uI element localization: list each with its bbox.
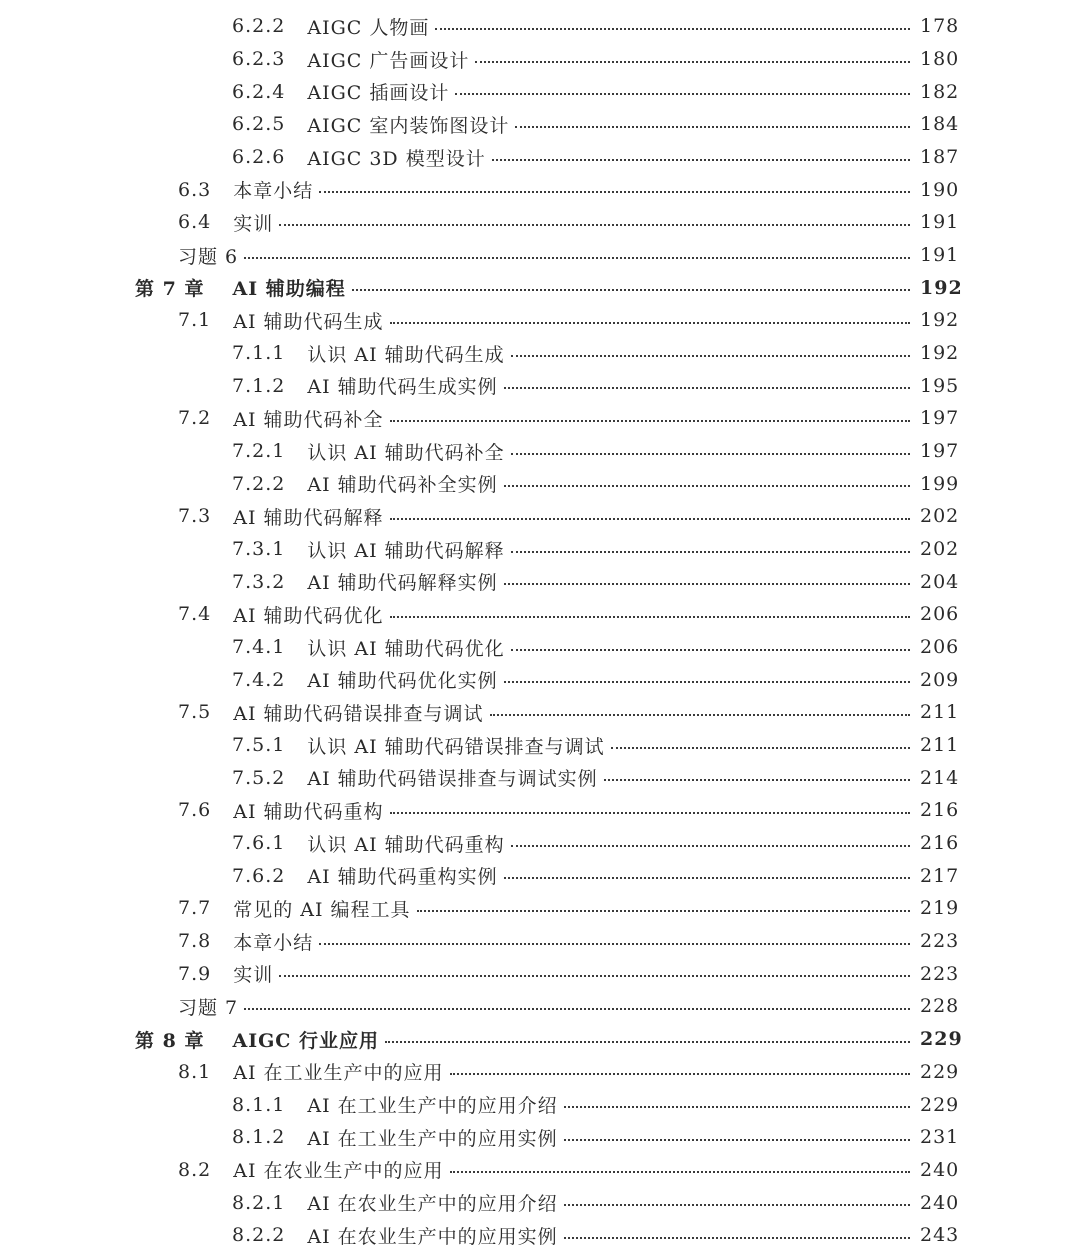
dot-leader: [455, 92, 910, 95]
toc-entry-number: 7.2.1: [232, 440, 286, 463]
toc-entry-page-number: 211: [920, 734, 960, 757]
toc-entry-page-number: 231: [920, 1126, 960, 1149]
toc-entry-title: 认识 AI 辅助代码补全: [307, 441, 505, 464]
toc-entry-page-number: 211: [920, 701, 960, 724]
toc-entry-sub: [0, 1186, 1080, 1219]
toc-entry-title: AI 在农业生产中的应用介绍: [307, 1193, 558, 1216]
toc-entry-number: 7.3: [178, 505, 212, 528]
toc-entry-page-number: 204: [920, 570, 960, 593]
toc-entry-sub: [0, 533, 1080, 566]
toc-entry-number: 6.3: [178, 178, 212, 201]
dot-leader: [390, 615, 911, 618]
toc-entry-number: 第 8 章: [135, 1029, 205, 1052]
toc-entry-page-number: 197: [920, 440, 960, 463]
dot-leader: [352, 288, 910, 291]
toc-entry-page-number: 214: [920, 766, 960, 789]
toc-entry-title: 认识 AI 辅助代码生成: [307, 343, 505, 366]
toc-entry-title: 本章小结: [233, 931, 314, 954]
toc-entry-number: 8.2.1: [232, 1191, 286, 1214]
toc-entry-number: 6.2.2: [232, 15, 286, 38]
toc-entry-page-number: 192: [920, 342, 960, 365]
toc-entry-page-number: 191: [920, 211, 960, 234]
toc-entry-page-number: 240: [920, 1158, 960, 1181]
toc-entry-section: [0, 696, 1080, 729]
toc-entry-number: 8.1.2: [232, 1126, 286, 1149]
toc-entry-exercise: [0, 990, 1080, 1023]
toc-entry-number: 7.9: [178, 962, 212, 985]
toc-entry-page-number: 216: [920, 799, 960, 822]
toc-entry-sub: [0, 827, 1080, 860]
toc-entry-sub: [0, 141, 1080, 174]
toc-entry-title: 认识 AI 辅助代码重构: [307, 833, 505, 856]
toc-entry-title: AI 辅助代码生成: [233, 310, 384, 333]
dot-leader: [492, 158, 910, 161]
dot-leader: [319, 942, 910, 945]
toc-entry-page-number: 229: [920, 1028, 963, 1051]
dot-leader: [564, 1236, 910, 1239]
dot-leader: [511, 648, 910, 651]
dot-leader: [390, 811, 911, 814]
toc-entry-title: 本章小结: [233, 180, 314, 203]
dot-leader: [244, 1007, 910, 1010]
dot-leader: [279, 974, 910, 977]
toc-entry-sub: [0, 43, 1080, 76]
toc-entry-section: [0, 957, 1080, 990]
toc-entry-title: AI 辅助编程: [232, 278, 346, 301]
toc-entry-number: 第 7 章: [135, 278, 205, 301]
toc-entry-section: [0, 794, 1080, 827]
toc-entry-number: 7.5.1: [232, 734, 286, 757]
toc-entry-page-number: 178: [920, 15, 960, 38]
toc-entry-section: [0, 500, 1080, 533]
dot-leader: [475, 60, 910, 63]
toc-entry-section: [0, 173, 1080, 206]
toc-entry-number: 6.2.5: [232, 113, 286, 136]
toc-entry-section: [0, 925, 1080, 958]
dot-leader: [511, 550, 910, 553]
toc-entry-title: AI 辅助代码重构: [233, 800, 384, 823]
toc-entry-number: 7.1.1: [232, 342, 286, 365]
toc-entry-number: 7.1.2: [232, 374, 286, 397]
toc-entry-number: 7.8: [178, 930, 212, 953]
toc-entry-page-number: 209: [920, 668, 960, 691]
toc-entry-number: 6.2.4: [232, 80, 286, 103]
toc-entry-page-number: 219: [920, 897, 960, 920]
toc-entry-page-number: 195: [920, 374, 960, 397]
dot-leader: [390, 517, 911, 520]
toc-entry-number: 6.2.6: [232, 146, 286, 169]
dot-leader: [450, 1072, 911, 1075]
toc-entry-title: AI 辅助代码重构实例: [307, 866, 498, 889]
dot-leader: [504, 680, 910, 683]
toc-entry-title: AIGC 人物画: [307, 16, 430, 39]
toc-entry-title: 习题 7: [178, 996, 239, 1019]
toc-entry-sub: [0, 75, 1080, 108]
toc-entry-sub: [0, 565, 1080, 598]
toc-entry-sub: [0, 369, 1080, 402]
toc-entry-title: AI 辅助代码解释: [233, 506, 384, 529]
dot-leader: [504, 582, 910, 585]
toc-entry-page-number: 192: [920, 309, 960, 332]
toc-entry-number: 7.6: [178, 799, 212, 822]
toc-entry-exercise: [0, 239, 1080, 272]
toc-entry-title: 习题 6: [178, 245, 239, 268]
toc-entry-page-number: 192: [920, 276, 963, 299]
toc-entry-chapter: [0, 1023, 1080, 1056]
toc-entry-title: AI 辅助代码优化: [233, 604, 384, 627]
dot-leader: [564, 1203, 910, 1206]
toc-entry-page-number: 180: [920, 48, 960, 70]
toc-entry-title: AI 在工业生产中的应用实例: [307, 1127, 558, 1150]
toc-entry-page-number: 228: [920, 995, 960, 1018]
toc-entry-sub: [0, 1088, 1080, 1121]
toc-entry-page-number: 216: [920, 832, 960, 855]
toc-entry-page-number: 190: [920, 178, 960, 201]
dot-leader: [450, 1170, 911, 1173]
toc-entry-title: AI 辅助代码补全实例: [307, 474, 498, 497]
toc-entry-number: 7.3.1: [232, 538, 286, 561]
toc-entry-sub: [0, 1219, 1080, 1252]
toc-entry-title: AI 在农业生产中的应用: [233, 1160, 444, 1183]
dot-leader: [390, 419, 911, 422]
toc-entry-page-number: 206: [920, 636, 960, 659]
toc-entry-title: AI 辅助代码错误排查与调试实例: [307, 768, 598, 791]
toc-entry-title: 常见的 AI 编程工具: [233, 898, 411, 921]
toc-entry-title: 实训: [233, 212, 274, 235]
toc-entry-number: 6.4: [178, 211, 212, 234]
toc-entry-sub: [0, 761, 1080, 794]
toc-entry-number: 7.1: [178, 309, 212, 332]
toc-entry-number: 7.5: [178, 701, 212, 724]
toc-entry-number: 6.2.3: [232, 48, 286, 70]
dot-leader: [515, 125, 910, 128]
toc-entry-sub: [0, 467, 1080, 500]
dot-leader: [504, 386, 910, 389]
toc-entry-page-number: 229: [920, 1093, 960, 1116]
toc-entry-sub: [0, 337, 1080, 370]
toc-entry-sub: [0, 10, 1080, 43]
toc-entry-title: 实训: [233, 964, 274, 987]
toc-entry-title: AI 在工业生产中的应用: [233, 1062, 444, 1085]
toc-entry-section: [0, 1154, 1080, 1187]
toc-entry-number: 7.6.1: [232, 832, 286, 855]
dot-leader: [611, 746, 910, 749]
toc-entry-page-number: 197: [920, 407, 960, 430]
dot-leader: [511, 844, 910, 847]
toc-entry-page-number: 240: [920, 1191, 960, 1214]
toc-entry-number: 7.4: [178, 603, 212, 626]
toc-entry-title: AI 辅助代码解释实例: [307, 572, 498, 595]
toc-entry-section: [0, 402, 1080, 435]
toc-entry-title: AIGC 室内装饰图设计: [307, 114, 510, 137]
toc-entry-number: 7.4.2: [232, 668, 286, 691]
toc-entry-section: [0, 598, 1080, 631]
toc-entry-title: AI 辅助代码生成实例: [307, 376, 498, 399]
toc-entry-page-number: 229: [920, 1060, 960, 1083]
toc-entry-number: 8.1.1: [232, 1093, 286, 1116]
toc-entry-page-number: 217: [920, 864, 960, 887]
toc-entry-section: [0, 206, 1080, 239]
toc-entry-number: 7.6.2: [232, 864, 286, 887]
toc-entry-title: AIGC 广告画设计: [307, 49, 470, 72]
toc-entry-number: 8.2: [178, 1158, 212, 1181]
toc-entry-number: 7.2.2: [232, 472, 286, 495]
dot-leader: [564, 1105, 910, 1108]
toc-entry-page-number: 223: [920, 962, 960, 985]
dot-leader: [319, 190, 910, 193]
toc-entry-number: 8.1: [178, 1060, 212, 1083]
toc-entry-chapter: [0, 271, 1080, 304]
toc-entry-title: AIGC 插画设计: [307, 82, 450, 105]
toc-entry-sub: [0, 729, 1080, 762]
toc-entry-section: [0, 1056, 1080, 1089]
toc-entry-page-number: 199: [920, 472, 960, 495]
toc-entry-number: 8.2.2: [232, 1224, 286, 1247]
toc-entry-number: 7.5.2: [232, 766, 286, 789]
dot-leader: [504, 484, 910, 487]
toc-entry-page-number: 202: [920, 505, 960, 528]
toc-entry-section: [0, 304, 1080, 337]
toc-entry-page-number: 182: [920, 80, 960, 103]
dot-leader: [435, 27, 910, 30]
toc-entry-sub: [0, 859, 1080, 892]
dot-leader: [385, 1040, 910, 1043]
dot-leader: [504, 876, 910, 879]
toc-entry-sub: [0, 631, 1080, 664]
toc-entry-section: [0, 892, 1080, 925]
dot-leader: [490, 713, 911, 716]
toc-entry-page-number: 187: [920, 146, 960, 169]
dot-leader: [390, 321, 911, 324]
toc-entry-number: 7.2: [178, 407, 212, 430]
toc-entry-number: 7.3.2: [232, 570, 286, 593]
toc-entry-title: AI 辅助代码错误排查与调试: [233, 702, 484, 725]
toc-entry-title: AIGC 行业应用: [232, 1029, 380, 1052]
toc-entry-sub: [0, 1121, 1080, 1154]
toc-entry-sub: [0, 108, 1080, 141]
toc-entry-title: 认识 AI 辅助代码错误排查与调试: [307, 735, 605, 758]
toc-entry-page-number: 202: [920, 538, 960, 561]
toc-entry-page-number: 191: [920, 244, 960, 267]
dot-leader: [511, 354, 910, 357]
toc-entry-page-number: 184: [920, 113, 960, 136]
toc-entry-title: AIGC 3D 模型设计: [307, 147, 486, 170]
toc-entry-title: AI 在工业生产中的应用介绍: [307, 1095, 558, 1117]
dot-leader: [244, 256, 910, 259]
dot-leader: [604, 778, 910, 781]
dot-leader: [279, 223, 910, 226]
toc-entry-title: 认识 AI 辅助代码解释: [307, 539, 505, 562]
toc-entry-number: 7.7: [178, 897, 212, 920]
dot-leader: [417, 909, 910, 912]
toc-entry-page-number: 206: [920, 603, 960, 626]
dot-leader: [564, 1138, 910, 1141]
toc-entry-page-number: 243: [920, 1224, 960, 1247]
toc-entry-title: AI 辅助代码补全: [233, 408, 384, 431]
toc-entry-title: AI 在农业生产中的应用实例: [307, 1225, 558, 1248]
toc-entry-title: 认识 AI 辅助代码优化: [307, 637, 505, 660]
table-of-contents: [0, 10, 1080, 1252]
dot-leader: [511, 452, 910, 455]
toc-entry-page-number: 223: [920, 930, 960, 953]
toc-entry-title: AI 辅助代码优化实例: [307, 670, 498, 693]
toc-entry-sub: [0, 435, 1080, 468]
toc-entry-number: 7.4.1: [232, 636, 286, 659]
toc-entry-sub: [0, 663, 1080, 696]
